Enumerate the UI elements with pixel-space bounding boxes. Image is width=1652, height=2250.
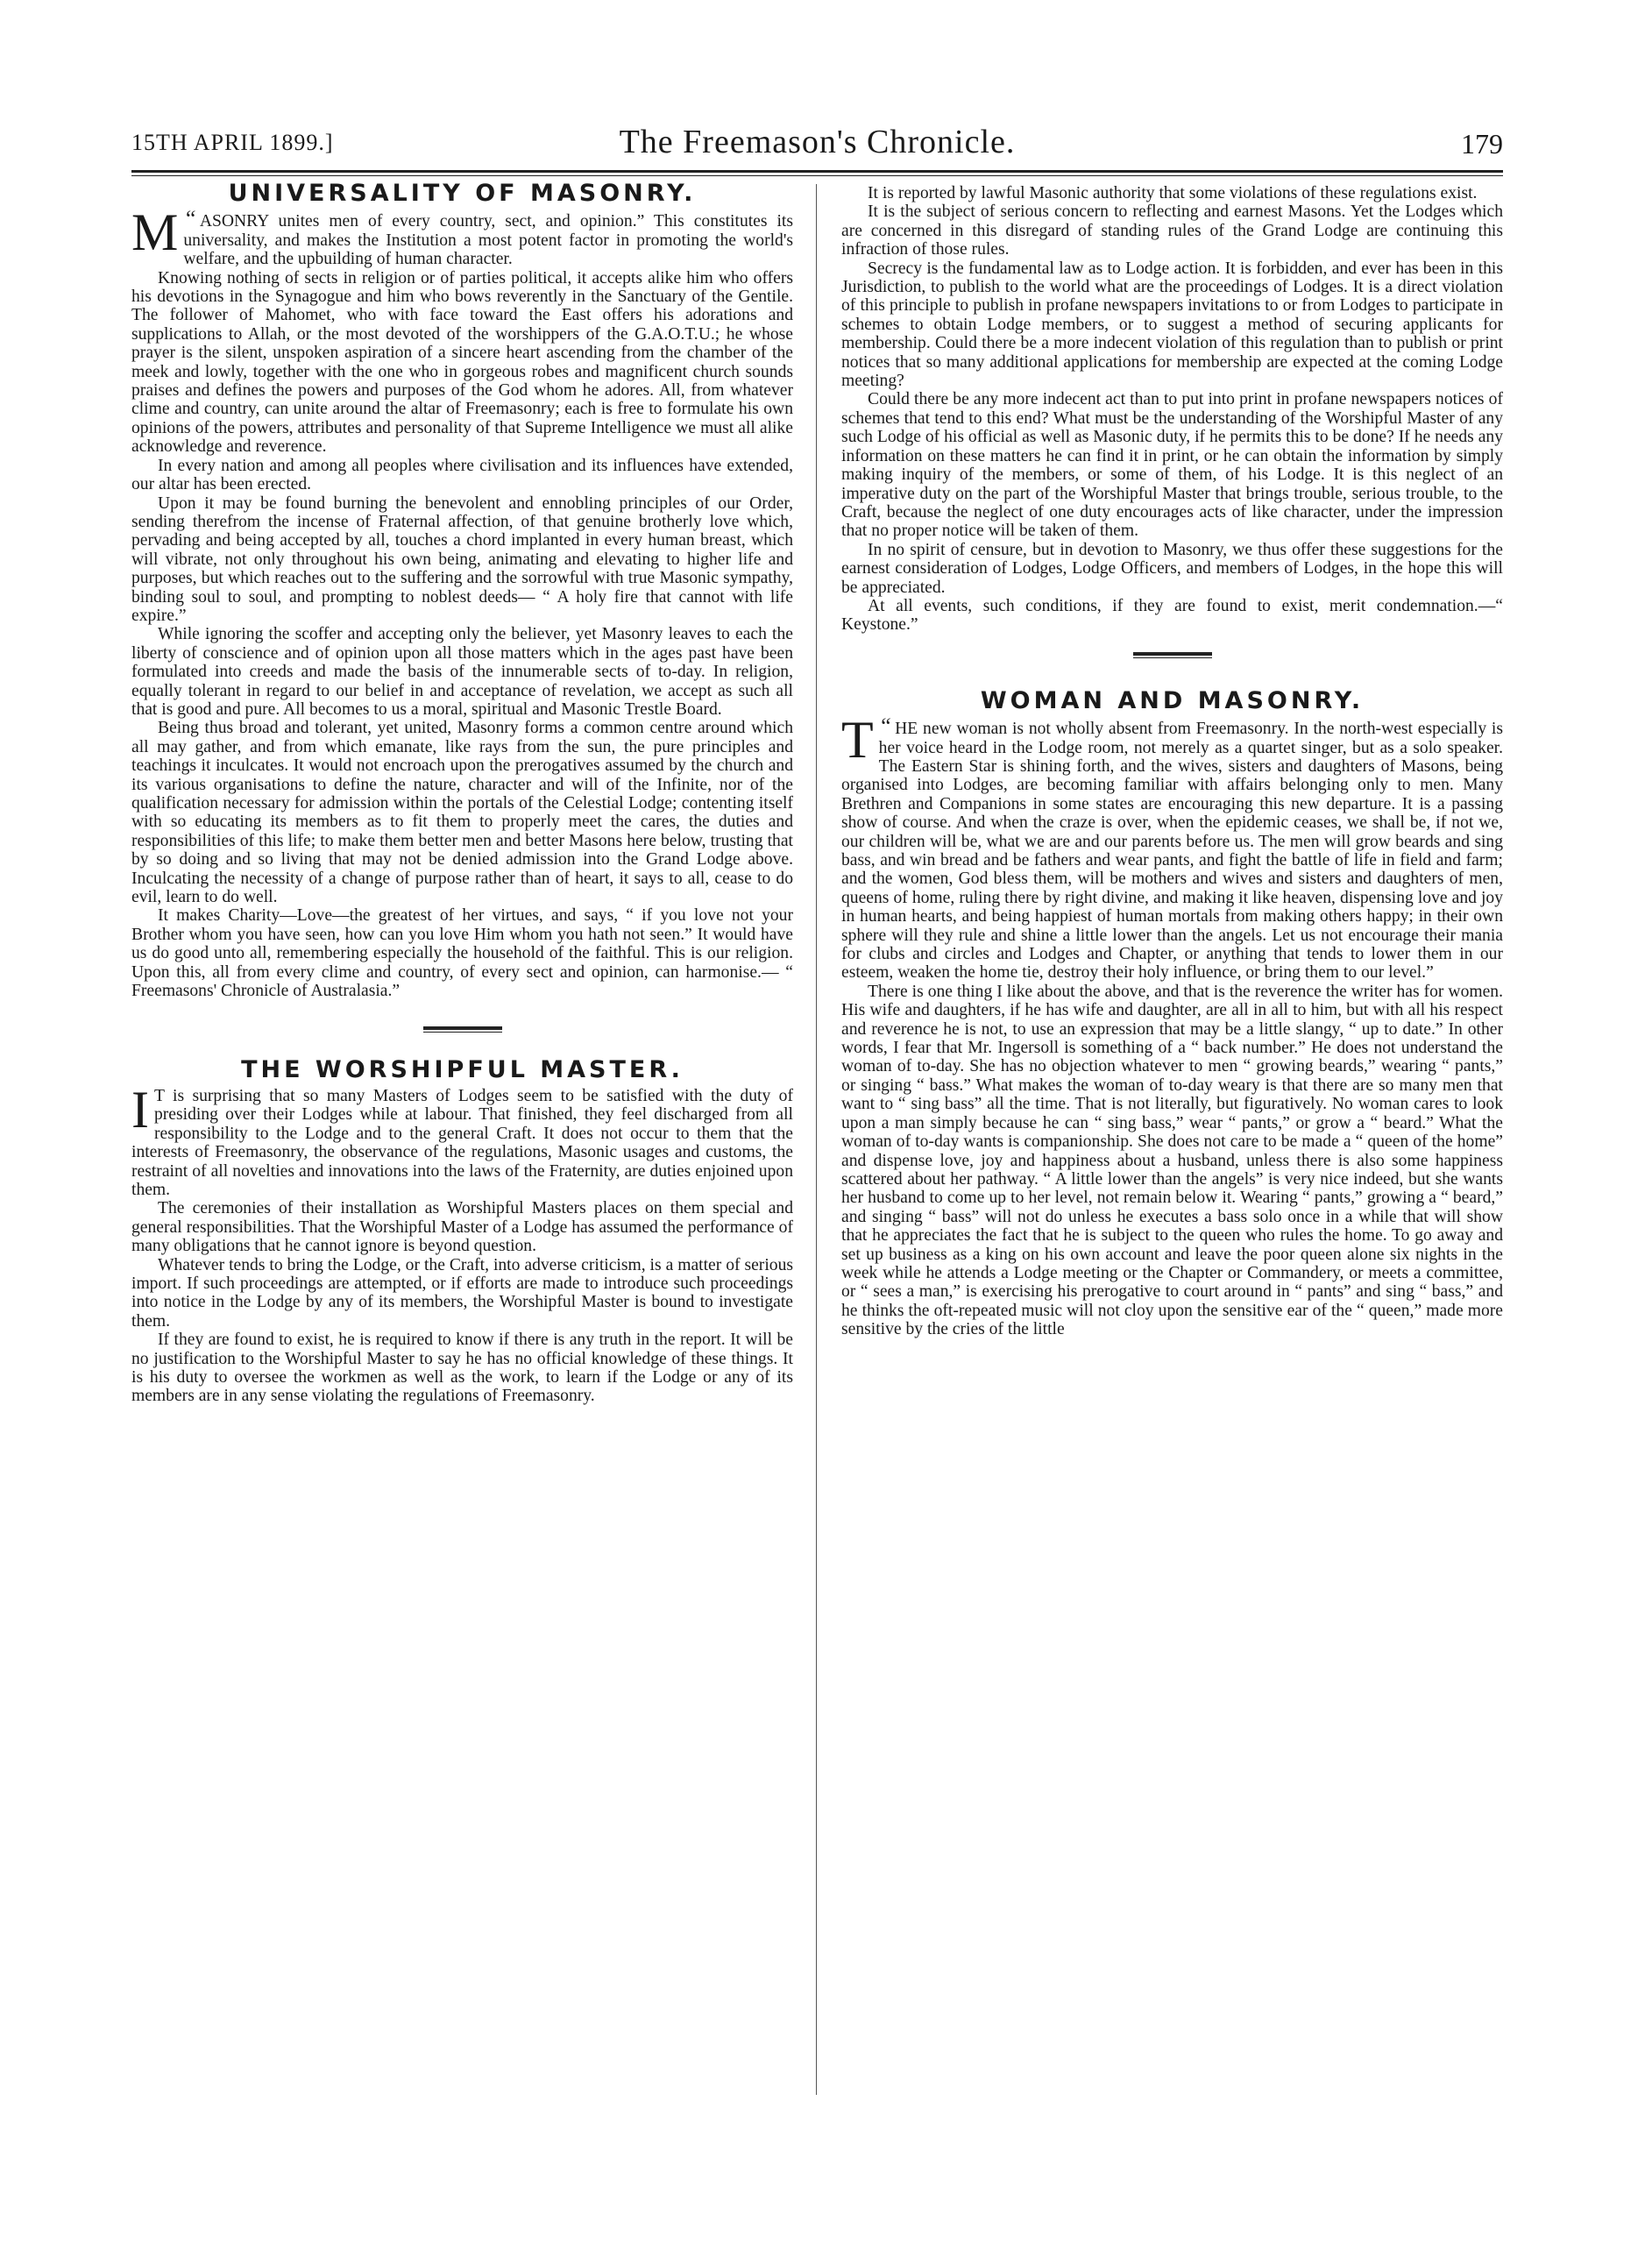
issue-date: 15TH APRIL 1899.] [131,130,334,155]
article-paragraph: It is the subject of serious concern to reflecting and earnest Masons. Yet the Lodges which are concerned in this disregard of standing rules of the Grand Lodge are continuing this infraction of those rules. [841,202,1503,259]
opening-quote: “ [183,206,196,232]
article-paragraph: Whatever tends to bring the Lodge, or the Craft, into adverse criticism, is a matter of serious import. If such proceedings are attempted, or if efforts are made to introduce such proceedings into notice in the Lodge by any of its members, the Worshipful Master is bound to investigate them. [131,1255,793,1331]
section-separator [423,1026,502,1033]
article-paragraph: In no spirit of censure, but in devotion to Masonry, we thus offer these suggestions for the earnest consideration of Lodges, Lodge Officers, and members of Lodges, in the hope this will be appreciated. [841,540,1503,597]
drop-cap: T [841,711,874,770]
article-paragraph: Upon it may be found burning the benevolent and ennobling principles of our Order, sending therefrom the incense of Fraternal affection, of that genuine brotherly love which, pervading and being accepted by all, touches a chord implanted in every human breast, which will vibrate, not only throughout his own being, animating and elevating to higher life and purposes, but which reaches out to the suffering and the sorrowful with true Masonic sympathy, binding soul to soul, and prompting to noblest deeds— “ A holy fire that cannot with life expire.” [131,493,793,625]
article-paragraph: In every nation and among all peoples where civilisation and its influences have extended, our altar has been erected. [131,456,793,494]
right-column [841,184,1503,1339]
article-paragraph: “ T HE new woman is not wholly absent from Freemasonry. In the north-west especially is her voice heard in the Lodge room, not merely as a quartet singer, but as a solo speaker. The Eastern Star is shining forth, and the wives, sisters and daughters of Masons, being organised into Lodges, are becoming familiar with affairs belonging only to men. Many Brethren and Companions in some states are encouraging this new departure. It is a passing show of course. And when the craze is over, when the epidemic ceases, we shall be, if not we, our children will be, what we are and our parents before us. The men will grow beards and sing bass, and win bread and be fathers and wear pants, and fight the battle of life in field and farm; and the women, God bless them, will be mothers and wives and sisters and daughters of men, queens of home, ruling there by right divine, and making it like heaven, dispensing love and joy in human hearts, and being happiest of human mortals from making others happy; in their own sphere will they rule and shine a little lower than the angels. Let us not encourage their mania for clubs and circles and Lodges and Chapter, or anything that tends to lower them in our esteem, weaken the home tie, destroy their holy influence, or bring them to our level.” [841,711,1503,983]
article-paragraph: It makes Charity—Love—the greatest of her virtues, and says, “ if you love not your Brother whom you have seen, how can you love Him whom you hath not seen.” It would have us do good unto all, remembering especially the household of the faithful. This is our religion. Upon this, all from every clime and country, of every sect and opinion, can harmonise.— “ Freemasons' Chronicle of Australasia.” [131,906,793,1001]
page-number: 179 [1461,128,1503,160]
article-paragraph: Knowing nothing of sects in religion or of parties political, it accepts alike him who offers his devotions in the Synagogue and him who bows reverently in the Sanctuary of the Gentile. The follower of Mahomet, who with face toward the East offers his adorations and supplications to Allah, or the most devoted of the worshippers of the G.A.O.T.U.; he whose prayer is the silent, unspoken aspiration of a sincere heart ascending from the chamber of the meek and lowly, together with the one who in gorgeous robes and magnificent church sounds praises and defines the powers and purposes of the God whom he adores. All, from whatever clime and country, can unite around the altar of Freemasonry; each is free to formulate his own opinions of the powers, attributes and personality of that Supreme Intelligence we must all alike acknowledge and reverence. [131,268,793,457]
drop-cap: M [131,203,179,262]
article-title: UNIVERSALITY OF MASONRY. [228,180,697,207]
publication-title: The Freemason's Chronicle. [619,124,1016,160]
article-title: THE WORSHIPFUL MASTER. [241,1056,684,1084]
article-paragraph: Could there be any more indecent act than to put into print in profane newspapers notices of schemes that tend to this end? What must be the understanding of the Worshipful Master of any such Lodge of his official as well as Masonic duty, if he permits this to be done? If he needs any information on these matters he can find it in print, or he can obtain the information by simply making inquiry of the members, or some of them, of his Lodge. It is this neglect of an imperative duty on the part of the Worshipful Master that brings trouble, serious trouble, to the Craft, because the neglect of one duty encourages acts of like character, under the impression that no proper notice will be taken of them. [841,390,1503,541]
article-paragraph: “ M ASONRY unites men of every country, sect, and opinion.” This constitutes its universality, and makes the Institution a most potent factor in promoting the world's welfare, and the upbuilding of human character. [131,203,793,269]
article-worshipful-master [131,1056,793,1406]
article-woman-and-masonry [841,686,1503,1339]
masthead-rule [131,170,1503,173]
article-paragraph: Being thus broad and tolerant, yet united, Masonry forms a common centre around which all may gather, and from which emanate, like rays from the sun, the pure principles and teachings it inculcates. It would not encroach upon the prerogatives assumed by the church and its various organisations to define the nature, character and will of the Infinite, nor of the qualification necessary for admission within the portals of the Celestial Lodge; contenting itself with so educating its members as to fit them to properly meet the cares, the duties and responsibilities of this life; to make them better men and better Masons here below, trusting that by so doing and so living that may not be denied admission into the Grand Lodge above. Inculcating the necessity of a change of purpose rather than of heart, it says to all, cease to do evil, learn to do well. [131,719,793,907]
article-paragraph: The ceremonies of their installation as Worshipful Masters places on them special and general responsibilities. That the Worshipful Master of a Lodge has assumed the performance of many obligations that he cannot ignore is beyond question. [131,1199,793,1256]
article-paragraph: While ignoring the scoffer and accepting only the believer, yet Masonry leaves to each the liberty of conscience and of opinion upon all those matters which in the ages past have been formulated into creeds and made the basis of the innumerable sects of to-day. In religion, equally tolerant in regard to our belief in and acceptance of revelation, we accept as such all that is good and pure. All becomes to us a moral, spiritual and Masonic Trestle Board. [131,625,793,719]
column-divider [816,184,817,2095]
masthead [131,123,1503,167]
article-paragraph: It is reported by lawful Masonic authority that some violations of these regulations exist. [868,184,1478,202]
article-paragraph: There is one thing I like about the above, and that is the reverence the writer has for women. His wife and daughters, if he has wife and daughter, are all in all to him, but with all his respect and reverence he is not, to use an expression that may be a little slangy, “ up to date.” In other words, I fear that Mr. Ingersoll is something of a “ back number.” He does not understand the woman of to-day. She has no objection whatever to men “ growing beards,” wearing “ pants,” or singing “ bass.” What makes the woman of to-day weary is that there are so many men that want to “ sing bass” all the time. That is not literally, but figuratively. No woman cares to look upon a man simply because he can “ sing bass,” wear “ pants,” or grow a “ beard.” What the woman of to-day wants is companionship. She does not care to be made a “ queen of the home” and dispense love, joy and happiness about a husband, unless there is also some happiness scattered about her pathway. “ A little lower than the angels” is very nice indeed, but she wants her husband to come up to her level, not remain below it. Wearing “ pants,” growing a “ beard,” and singing “ bass” will not do unless he executes a bass solo once in a while that will show that he appreciates the fact that he is subject to the queen who rules the home. To go away and set up business as a king on his own account and leave the poor queen alone six nights in the week while he attends a Lodge meeting or the Chapter or Commandery, or meets a committee, or “ sees a man,” is exercising his prerogative to court around in “ pants” and sing “ bass,” and he thinks the oft-repeated music will not cloy upon the sensitive ear of the “ queen,” made more sensitive by the cries of the little [841,982,1503,1339]
article-paragraph: I T is surprising that so many Masters of Lodges seem to be satisfied with the duty of presiding over their Lodges while at labour. That finished, they feel discharged from all responsibility to the Lodge and to the general Craft. It does not occur to them that the interests of Freemasonry, the observance of the regulations, Masonic usages and customs, the restraint of all novelties and innovations into the laws of the Fraternity, are duties enjoined upon them. [131,1080,793,1199]
article-title: WOMAN AND MASONRY. [980,686,1365,714]
article-paragraph: If they are found to exist, he is required to know if there is any truth in the report. It will be no justification to the Worshipful Master to say he has no official knowledge of these things. It is his duty to oversee the workmen as well as the work, to learn if the Lodge or any of its members are in any sense violating the regulations of Freemasonry. [131,1331,793,1406]
opening-quote: “ [878,713,892,740]
left-column [131,180,793,1406]
section-separator [1133,652,1212,658]
article-paragraph: Secrecy is the fundamental law as to Lodge action. It is forbidden, and ever has been in this Jurisdiction, to publish to the world what are the proceedings of Lodges. It is a direct violation of this principle to publish in profane newspapers invitations to or from Lodges to participate in schemes to obtain Lodge members, or to suggest a method of securing applicants for membership. Could there be a more indecent violation of this regulation than to publish or print notices that so many additional applications for membership are expected at the coming Lodge meeting? [841,259,1503,391]
article-paragraph: At all events, such conditions, if they are found to exist, merit condemnation.—“ Keystone.” [841,596,1503,635]
article-continuation [841,184,1503,635]
masthead-rule-thin [131,175,1503,176]
article-universality [131,180,793,1001]
drop-cap: I [131,1080,149,1139]
